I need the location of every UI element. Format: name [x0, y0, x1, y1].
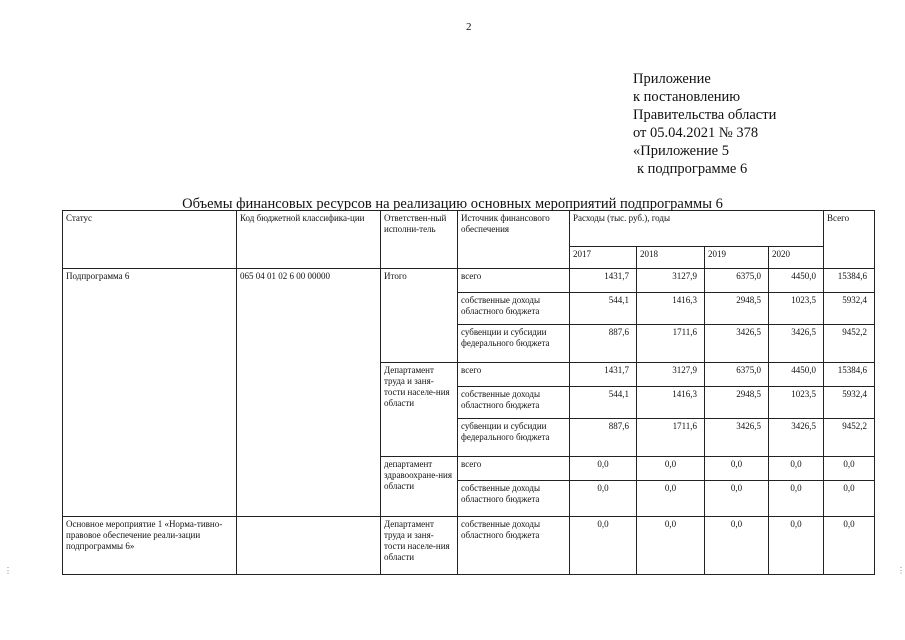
appendix-line: «Приложение 5 — [633, 143, 729, 159]
appendix-block — [633, 70, 776, 178]
value-cell: 0,0 — [769, 517, 824, 575]
appendix-line: Приложение — [633, 71, 711, 87]
status-cell: Подпрограмма 6 — [63, 269, 237, 517]
value-cell: 544,1 — [570, 293, 637, 325]
financing-table — [62, 210, 875, 575]
responsible-cell: Итого — [381, 269, 458, 363]
value-cell: 0,0 — [705, 481, 769, 517]
appendix-line: к подпрограмме 6 — [637, 161, 748, 177]
value-cell: 3426,5 — [769, 325, 824, 363]
value-cell: 0,0 — [637, 481, 705, 517]
scan-mark: ⋮ — [4, 566, 12, 575]
value-cell: 1416,3 — [637, 293, 705, 325]
appendix-line: от 05.04.2021 № 378 — [633, 125, 759, 141]
appendix-line: к постановлению — [633, 89, 741, 105]
source-cell: субвенции и субсидии федерального бюджета — [458, 419, 570, 457]
value-cell: 6375,0 — [705, 269, 769, 293]
header-total: Всего — [824, 211, 875, 269]
value-cell: 1431,7 — [570, 363, 637, 387]
value-cell: 1416,3 — [637, 387, 705, 419]
budget-code-cell — [237, 517, 381, 575]
source-cell: всего — [458, 457, 570, 481]
value-cell: 0,0 — [637, 457, 705, 481]
value-cell: 1431,7 — [570, 269, 637, 293]
value-cell: 544,1 — [570, 387, 637, 419]
header-expenses: Расходы (тыс. руб.), годы — [570, 211, 824, 247]
value-cell: 4450,0 — [769, 363, 824, 387]
scan-mark: ⋮ — [897, 566, 905, 575]
value-cell: 0,0 — [570, 481, 637, 517]
header-year: 2018 — [637, 247, 705, 269]
value-cell: 0,0 — [570, 457, 637, 481]
value-cell: 3127,9 — [637, 363, 705, 387]
value-cell: 3426,5 — [769, 419, 824, 457]
document-title: Объемы финансовых ресурсов на реализацию основных мероприятий подпрограммы 6 — [182, 196, 723, 212]
value-cell: 0,0 — [570, 517, 637, 575]
source-cell: субвенции и субсидии федерального бюджета — [458, 325, 570, 363]
header-year: 2017 — [570, 247, 637, 269]
header-status: Статус — [63, 211, 237, 269]
total-cell: 0,0 — [824, 457, 875, 481]
value-cell: 1023,5 — [769, 293, 824, 325]
source-cell: собственные доходы областного бюджета — [458, 387, 570, 419]
value-cell: 3426,5 — [705, 419, 769, 457]
total-cell: 5932,4 — [824, 387, 875, 419]
header-budget-code: Код бюджетной классифика-ции — [237, 211, 381, 269]
total-cell: 15384,6 — [824, 363, 875, 387]
table-row — [63, 517, 875, 575]
value-cell: 887,6 — [570, 325, 637, 363]
value-cell: 1711,6 — [637, 325, 705, 363]
appendix-line: Правительства области — [633, 107, 777, 123]
source-cell: собственные доходы областного бюджета — [458, 481, 570, 517]
source-cell: всего — [458, 269, 570, 293]
budget-code-cell: 065 04 01 02 6 00 00000 — [237, 269, 381, 517]
total-cell: 5932,4 — [824, 293, 875, 325]
value-cell: 0,0 — [637, 517, 705, 575]
value-cell: 887,6 — [570, 419, 637, 457]
source-cell: всего — [458, 363, 570, 387]
table-row — [63, 269, 875, 293]
total-cell: 9452,2 — [824, 419, 875, 457]
header-funding-source: Источник финансового обеспечения — [458, 211, 570, 269]
responsible-cell: департамент здравоохране-ния области — [381, 457, 458, 517]
value-cell: 6375,0 — [705, 363, 769, 387]
page-number: 2 — [466, 21, 472, 33]
total-cell: 0,0 — [824, 517, 875, 575]
header-year: 2019 — [705, 247, 769, 269]
value-cell: 2948,5 — [705, 387, 769, 419]
header-responsible: Ответствен-ный исполни-тель — [381, 211, 458, 269]
value-cell: 1711,6 — [637, 419, 705, 457]
value-cell: 0,0 — [705, 457, 769, 481]
total-cell: 15384,6 — [824, 269, 875, 293]
source-cell: собственные доходы областного бюджета — [458, 517, 570, 575]
total-cell: 0,0 — [824, 481, 875, 517]
value-cell: 2948,5 — [705, 293, 769, 325]
value-cell: 4450,0 — [769, 269, 824, 293]
value-cell: 1023,5 — [769, 387, 824, 419]
responsible-cell: Департамент труда и заня-тости населе-ния области — [381, 363, 458, 457]
responsible-cell: Департамент труда и заня-тости населе-ния области — [381, 517, 458, 575]
value-cell: 0,0 — [769, 457, 824, 481]
status-cell: Основное мероприятие 1 «Норма-тивно-правовое обеспечение реали-зации подпрограммы 6» — [63, 517, 237, 575]
value-cell: 3426,5 — [705, 325, 769, 363]
source-cell: собственные доходы областного бюджета — [458, 293, 570, 325]
total-cell: 9452,2 — [824, 325, 875, 363]
value-cell: 0,0 — [769, 481, 824, 517]
value-cell: 3127,9 — [637, 269, 705, 293]
header-year: 2020 — [769, 247, 824, 269]
value-cell: 0,0 — [705, 517, 769, 575]
